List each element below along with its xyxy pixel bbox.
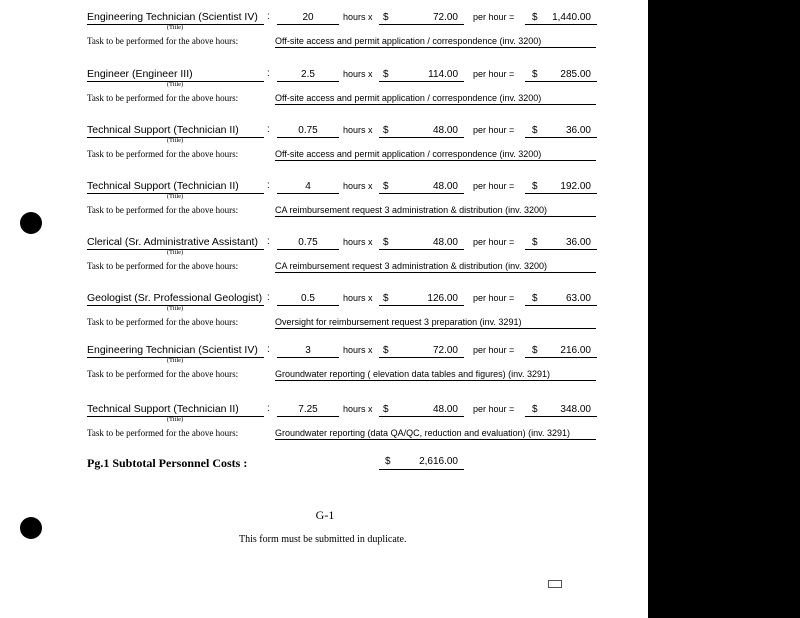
- hours-value: 3: [277, 344, 339, 358]
- title-sublabel: (Title): [166, 24, 184, 31]
- task-label: Task to be performed for the above hours:: [87, 93, 239, 103]
- hours-value: 20: [277, 11, 339, 25]
- task-description: Oversight for reimbursement request 3 preparation (inv. 3291): [275, 316, 596, 329]
- total-underline: [525, 193, 597, 194]
- total-underline: [525, 81, 597, 82]
- total-underline: [525, 357, 597, 358]
- per-hour-label: per hour =: [473, 69, 515, 79]
- total-dollar: $: [532, 12, 538, 23]
- colon: :: [267, 68, 270, 79]
- rate-underline: [379, 193, 464, 194]
- hours-label: hours x: [343, 293, 373, 303]
- rate-underline: [379, 24, 464, 25]
- rate-dollar: $: [383, 404, 389, 415]
- personnel-entry: [0, 403, 648, 439]
- rate-value: 48.00: [432, 237, 458, 248]
- rate-underline: [379, 249, 464, 250]
- rate-dollar: $: [383, 345, 389, 356]
- rate-underline: [379, 81, 464, 82]
- hours-value: 0.75: [277, 124, 339, 138]
- rate-underline: [379, 416, 464, 417]
- total-underline: [525, 416, 597, 417]
- rate-dollar: $: [383, 293, 389, 304]
- page-number: G-1: [315, 508, 335, 522]
- task-label: Task to be performed for the above hours:: [87, 36, 239, 46]
- hours-value: 0.75: [277, 236, 339, 250]
- task-label: Task to be performed for the above hours:: [87, 149, 239, 159]
- title-sublabel: (Title): [166, 81, 184, 88]
- rate-dollar: $: [383, 69, 389, 80]
- total-underline: [525, 305, 597, 306]
- rate-value: 72.00: [432, 345, 458, 356]
- hours-label: hours x: [343, 181, 373, 191]
- title-sublabel: (Title): [166, 249, 184, 256]
- rate-value: 72.00: [432, 12, 458, 23]
- total-value: 348.00: [560, 404, 591, 415]
- title-sublabel: (Title): [166, 305, 184, 312]
- personnel-title: Engineering Technician (Scientist IV): [87, 11, 264, 25]
- personnel-entry: [0, 68, 648, 104]
- subtotal-underline: [379, 469, 464, 470]
- task-description: CA reimbursement request 3 administration & distribution (inv. 3200): [275, 260, 596, 273]
- subtotal-label: Pg.1 Subtotal Personnel Costs :: [87, 456, 248, 470]
- title-sublabel: (Title): [166, 137, 184, 144]
- total-value: 192.00: [560, 181, 591, 192]
- hours-value: 0.5: [277, 292, 339, 306]
- colon: :: [267, 180, 270, 191]
- colon: :: [267, 292, 270, 303]
- colon: :: [267, 236, 270, 247]
- rate-value: 114.00: [428, 69, 458, 80]
- total-dollar: $: [532, 237, 538, 248]
- personnel-title: Engineering Technician (Scientist IV): [87, 344, 264, 358]
- task-description: Off-site access and permit application / correspondence (inv. 3200): [275, 35, 596, 48]
- personnel-entry: [0, 344, 648, 380]
- personnel-entry: [0, 292, 648, 328]
- subtotal-dollar: $: [385, 456, 391, 467]
- personnel-entry: [0, 180, 648, 216]
- colon: :: [267, 124, 270, 135]
- hours-value: 7.25: [277, 403, 339, 417]
- personnel-title: Technical Support (Technician II): [87, 124, 264, 138]
- scan-mark: [548, 580, 562, 588]
- task-label: Task to be performed for the above hours:: [87, 317, 239, 327]
- total-value: 1,440.00: [552, 12, 591, 23]
- total-dollar: $: [532, 345, 538, 356]
- hours-label: hours x: [343, 404, 373, 414]
- footer-note: This form must be submitted in duplicate.: [239, 534, 407, 545]
- colon: :: [267, 11, 270, 22]
- title-sublabel: (Title): [166, 357, 184, 364]
- title-sublabel: (Title): [166, 416, 184, 423]
- total-dollar: $: [532, 69, 538, 80]
- task-label: Task to be performed for the above hours:: [87, 428, 239, 438]
- colon: :: [267, 344, 270, 355]
- hours-label: hours x: [343, 237, 373, 247]
- task-description: Groundwater reporting (data QA/QC, reduction and evaluation) (inv. 3291): [275, 427, 596, 440]
- rate-underline: [379, 357, 464, 358]
- total-dollar: $: [532, 181, 538, 192]
- title-sublabel: (Title): [166, 193, 184, 200]
- hours-label: hours x: [343, 345, 373, 355]
- total-dollar: $: [532, 293, 538, 304]
- per-hour-label: per hour =: [473, 12, 515, 22]
- task-description: CA reimbursement request 3 administration & distribution (inv. 3200): [275, 204, 596, 217]
- rate-value: 48.00: [432, 404, 458, 415]
- hours-label: hours x: [343, 69, 373, 79]
- punch-hole-bottom: [20, 517, 42, 539]
- personnel-entry: [0, 124, 648, 160]
- hours-label: hours x: [343, 12, 373, 22]
- hours-label: hours x: [343, 125, 373, 135]
- total-underline: [525, 249, 597, 250]
- total-dollar: $: [532, 404, 538, 415]
- rate-dollar: $: [383, 237, 389, 248]
- personnel-entry: [0, 11, 648, 47]
- personnel-title: Technical Support (Technician II): [87, 403, 264, 417]
- per-hour-label: per hour =: [473, 237, 515, 247]
- rate-underline: [379, 305, 464, 306]
- rate-dollar: $: [383, 12, 389, 23]
- colon: :: [267, 403, 270, 414]
- per-hour-label: per hour =: [473, 181, 515, 191]
- total-value: 36.00: [565, 237, 591, 248]
- rate-value: 126.00: [427, 293, 458, 304]
- rate-dollar: $: [383, 125, 389, 136]
- total-value: 36.00: [565, 125, 591, 136]
- task-description: Off-site access and permit application / correspondence (inv. 3200): [275, 148, 596, 161]
- task-label: Task to be performed for the above hours:: [87, 261, 239, 271]
- total-dollar: $: [532, 125, 538, 136]
- rate-underline: [379, 137, 464, 138]
- hours-value: 4: [277, 180, 339, 194]
- rate-value: 48.00: [432, 181, 458, 192]
- task-label: Task to be performed for the above hours:: [87, 369, 239, 379]
- personnel-title: Engineer (Engineer III): [87, 68, 264, 82]
- subtotal-value: 2,616.00: [419, 456, 458, 467]
- task-description: Groundwater reporting ( elevation data tables and figures) (inv. 3291): [275, 368, 596, 381]
- rate-value: 48.00: [432, 125, 458, 136]
- total-value: 63.00: [565, 293, 591, 304]
- personnel-entry: [0, 236, 648, 272]
- per-hour-label: per hour =: [473, 293, 515, 303]
- task-description: Off-site access and permit application / correspondence (inv. 3200): [275, 92, 596, 105]
- total-value: 285.00: [560, 69, 591, 80]
- per-hour-label: per hour =: [473, 345, 515, 355]
- personnel-title: Clerical (Sr. Administrative Assistant): [87, 236, 264, 250]
- per-hour-label: per hour =: [473, 404, 515, 414]
- total-underline: [525, 24, 597, 25]
- per-hour-label: per hour =: [473, 125, 515, 135]
- task-label: Task to be performed for the above hours:: [87, 205, 239, 215]
- personnel-title: Geologist (Sr. Professional Geologist): [87, 292, 263, 304]
- hours-value: 2.5: [277, 68, 339, 82]
- total-value: 216.00: [560, 345, 591, 356]
- total-underline: [525, 137, 597, 138]
- rate-dollar: $: [383, 181, 389, 192]
- personnel-title: Technical Support (Technician II): [87, 180, 264, 194]
